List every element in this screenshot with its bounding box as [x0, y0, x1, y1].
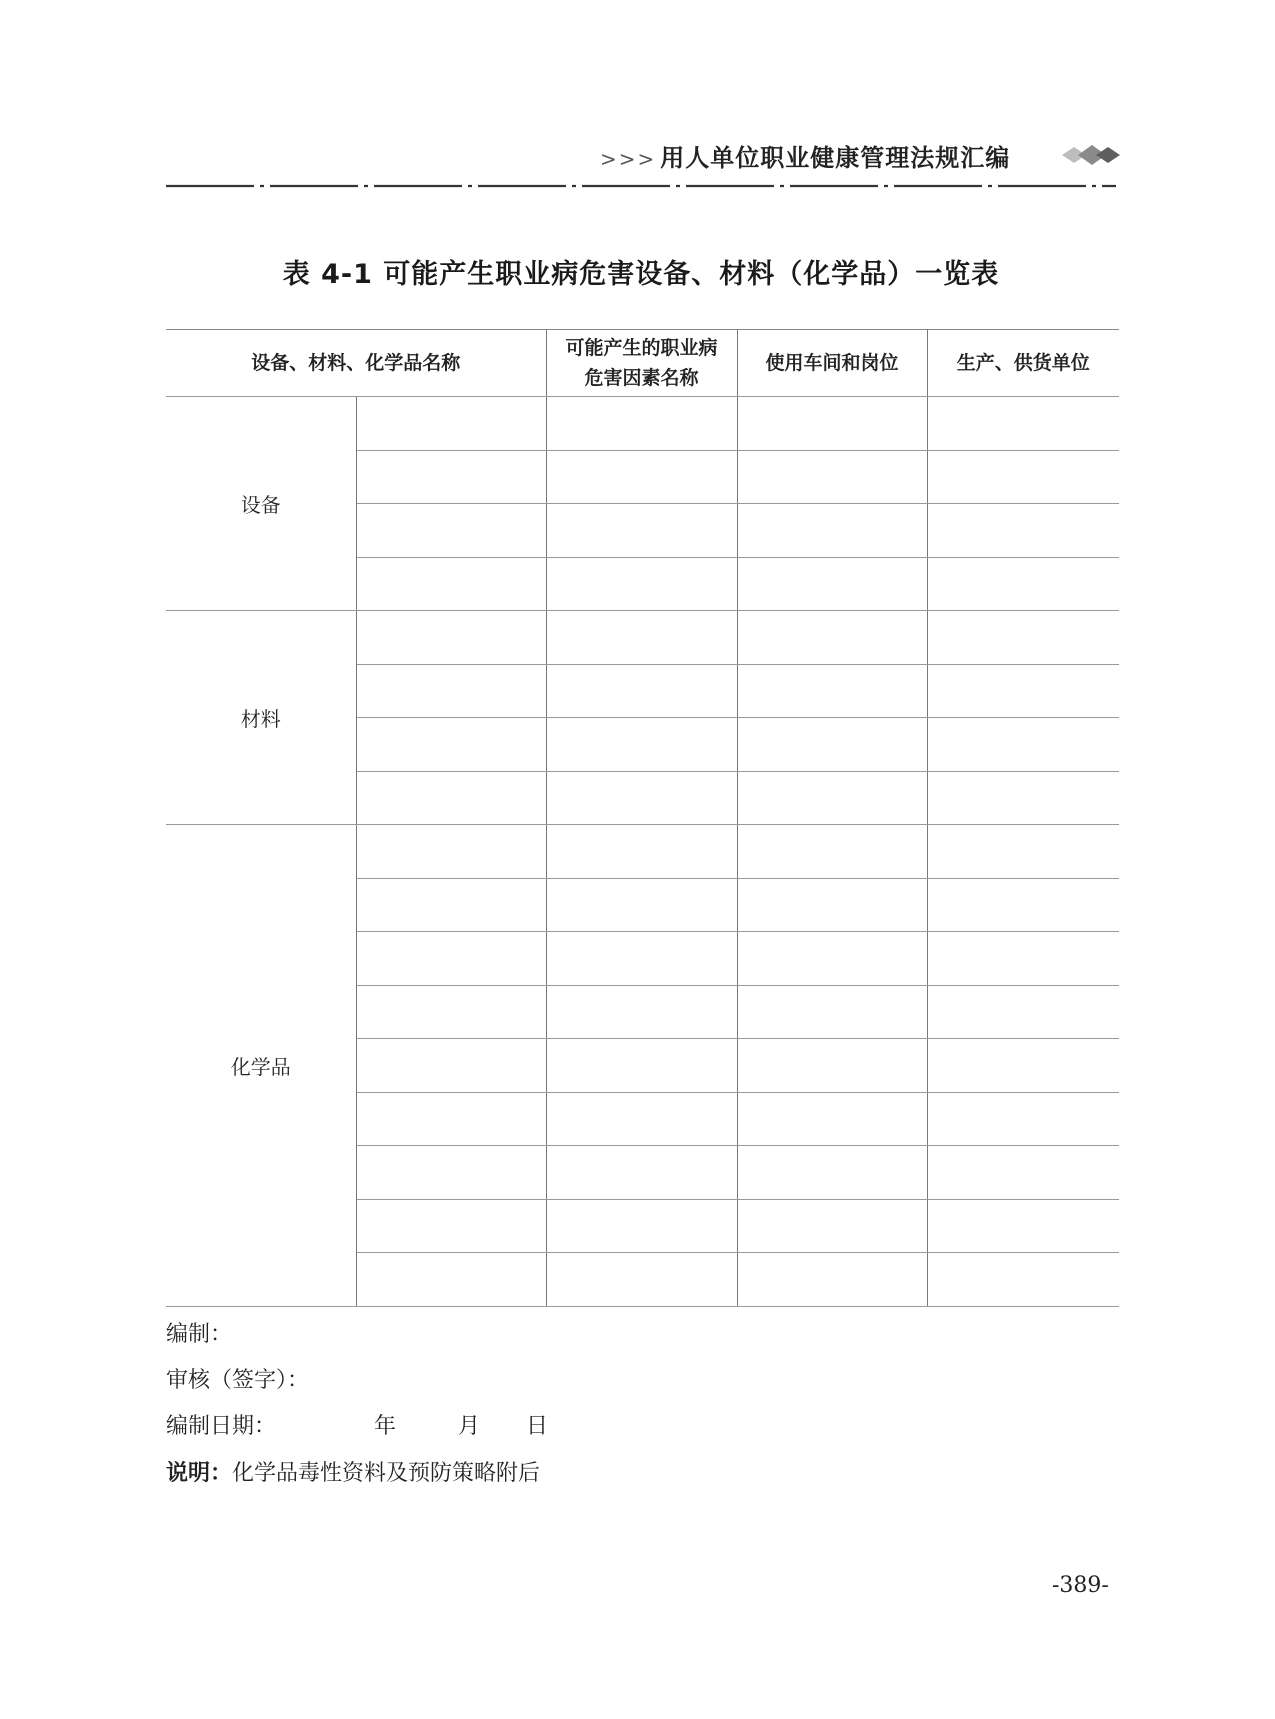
item-name-cell[interactable] [356, 450, 546, 504]
column-header-hazard-line-2: 危害因素名称 [584, 367, 699, 389]
item-name-cell[interactable] [356, 1199, 546, 1253]
compile-date-label: 编制日期： [166, 1414, 277, 1439]
hazard-factor-cell[interactable] [546, 397, 737, 451]
item-name-cell[interactable] [356, 1253, 546, 1307]
supplier-cell[interactable] [927, 611, 1119, 665]
hazard-factor-cell[interactable] [546, 932, 737, 986]
supplier-cell[interactable] [927, 664, 1119, 718]
compiled-by-label: 编制： [166, 1322, 233, 1347]
column-header-hazard [546, 330, 737, 397]
item-name-cell[interactable] [356, 878, 546, 932]
column-header-name: 设备、材料、化学品名称 [166, 330, 546, 397]
hazard-factor-cell[interactable] [546, 450, 737, 504]
supplier-cell[interactable] [927, 878, 1119, 932]
workshop-post-cell[interactable] [737, 1253, 927, 1307]
supplier-cell[interactable] [927, 771, 1119, 825]
supplier-cell[interactable] [927, 397, 1119, 451]
item-name-cell[interactable] [356, 1146, 546, 1200]
supplier-cell[interactable] [927, 825, 1119, 879]
supplier-cell[interactable] [927, 450, 1119, 504]
hazard-factor-cell[interactable] [546, 611, 737, 665]
workshop-post-cell[interactable] [737, 932, 927, 986]
hazard-factor-cell[interactable] [546, 1253, 737, 1307]
workshop-post-cell[interactable] [737, 557, 927, 611]
workshop-post-cell[interactable] [737, 611, 927, 665]
item-name-cell[interactable] [356, 1092, 546, 1146]
item-name-cell[interactable] [356, 932, 546, 986]
table-header-row [166, 330, 1119, 397]
item-name-cell[interactable] [356, 557, 546, 611]
compiled-by-field [166, 1317, 232, 1348]
supplier-cell[interactable] [927, 1253, 1119, 1307]
day-label: 日 [526, 1414, 549, 1439]
workshop-post-cell[interactable] [737, 397, 927, 451]
diamond-ornament-icon [1060, 143, 1124, 167]
category-cell: 设备 [166, 397, 356, 611]
workshop-post-cell[interactable] [737, 718, 927, 772]
hazard-factor-cell[interactable] [546, 985, 737, 1039]
note-label: 说明： [166, 1460, 233, 1486]
supplier-cell[interactable] [927, 718, 1119, 772]
item-name-cell[interactable] [356, 611, 546, 665]
header-rule [166, 182, 1116, 190]
hazard-factor-cell[interactable] [546, 664, 737, 718]
item-name-cell[interactable] [356, 825, 546, 879]
workshop-post-cell[interactable] [737, 771, 927, 825]
header-title: 用人单位职业健康管理法规汇编 [660, 143, 1011, 172]
hazard-factor-cell[interactable] [546, 878, 737, 932]
workshop-post-cell[interactable] [737, 825, 927, 879]
supplier-cell[interactable] [927, 504, 1119, 558]
hazard-factor-cell[interactable] [546, 1092, 737, 1146]
item-name-cell[interactable] [356, 985, 546, 1039]
workshop-post-cell[interactable] [737, 1146, 927, 1200]
table-row [166, 397, 1119, 451]
column-header-supplier: 生产、供货单位 [927, 330, 1119, 397]
hazard-factor-cell[interactable] [546, 1199, 737, 1253]
column-header-workshop: 使用车间和岗位 [737, 330, 927, 397]
note-text: 化学品毒性资料及预防策略附后 [232, 1461, 541, 1486]
item-name-cell[interactable] [356, 1039, 546, 1093]
item-name-cell[interactable] [356, 504, 546, 558]
supplier-cell[interactable] [927, 1092, 1119, 1146]
workshop-post-cell[interactable] [737, 1199, 927, 1253]
workshop-post-cell[interactable] [737, 504, 927, 558]
hazard-factor-cell[interactable] [546, 1146, 737, 1200]
hazard-equipment-table [166, 329, 1119, 1307]
item-name-cell[interactable] [356, 718, 546, 772]
workshop-post-cell[interactable] [737, 1092, 927, 1146]
year-label: 年 [374, 1414, 397, 1439]
reviewed-by-label: 审核（签字）： [166, 1368, 310, 1393]
item-name-cell[interactable] [356, 664, 546, 718]
supplier-cell[interactable] [927, 1039, 1119, 1093]
category-cell: 化学品 [166, 825, 356, 1307]
workshop-post-cell[interactable] [737, 985, 927, 1039]
workshop-post-cell[interactable] [737, 664, 927, 718]
month-label: 月 [458, 1414, 481, 1439]
supplier-cell[interactable] [927, 1199, 1119, 1253]
hazard-factor-cell[interactable] [546, 1039, 737, 1093]
category-cell: 材料 [166, 611, 356, 825]
reviewed-by-field [166, 1363, 309, 1394]
workshop-post-cell[interactable] [737, 1039, 927, 1093]
workshop-post-cell[interactable] [737, 878, 927, 932]
supplier-cell[interactable] [927, 1146, 1119, 1200]
hazard-factor-cell[interactable] [546, 718, 737, 772]
supplier-cell[interactable] [927, 932, 1119, 986]
supplier-cell[interactable] [927, 557, 1119, 611]
item-name-cell[interactable] [356, 397, 546, 451]
column-header-hazard-line-1: 可能产生的职业病 [565, 337, 718, 359]
page-number: -389- [1052, 1573, 1109, 1598]
running-header [600, 138, 1070, 174]
table-row [166, 825, 1119, 879]
compile-date-field [166, 1409, 766, 1441]
workshop-post-cell[interactable] [737, 450, 927, 504]
supplier-cell[interactable] [927, 985, 1119, 1039]
table-title: 表 4-1 可能产生职业病危害设备、材料（化学品）一览表 [282, 259, 1000, 290]
hazard-factor-cell[interactable] [546, 825, 737, 879]
table-row [166, 611, 1119, 665]
table-body [166, 397, 1119, 1307]
note-field [166, 1456, 540, 1487]
header-chevrons: >>> [600, 147, 657, 171]
hazard-factor-cell[interactable] [546, 557, 737, 611]
item-name-cell[interactable] [356, 771, 546, 825]
hazard-factor-cell[interactable] [546, 771, 737, 825]
hazard-factor-cell[interactable] [546, 504, 737, 558]
